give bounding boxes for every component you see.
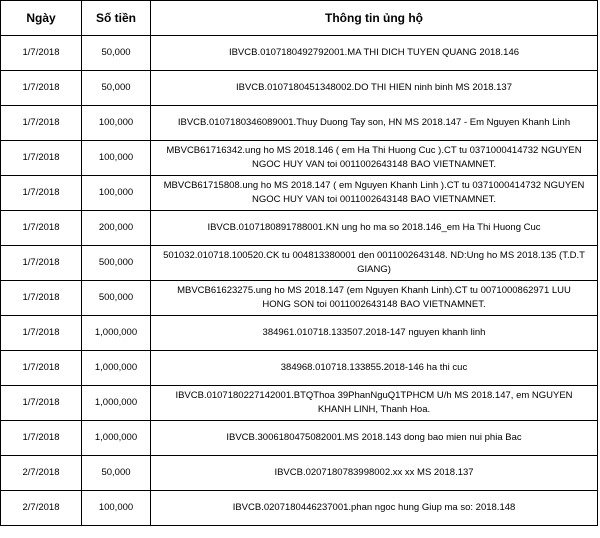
cell-amount: 1,000,000 bbox=[82, 386, 151, 421]
table-row bbox=[1, 36, 598, 71]
cell-amount: 1,000,000 bbox=[82, 351, 151, 386]
cell-amount: 50,000 bbox=[82, 456, 151, 491]
cell-info: MBVCB61715808.ung ho MS 2018.147 ( em Nguyen Khanh Linh ).CT tu 0371000414732 NGUYEN NGOC HUY VAN toi 0011002643148 BAO VIETNAMNET. bbox=[151, 176, 598, 211]
cell-date: 2/7/2018 bbox=[1, 456, 82, 491]
cell-date: 1/7/2018 bbox=[1, 36, 82, 71]
cell-date: 1/7/2018 bbox=[1, 386, 82, 421]
cell-amount: 100,000 bbox=[82, 106, 151, 141]
table-row bbox=[1, 106, 598, 141]
cell-info: IBVCB.0107180227142001.BTQThoa 39PhanNguQ1TPHCM U/h MS 2018.147, em NGUYEN KHANH LINH, Thanh Hoa. bbox=[151, 386, 598, 421]
cell-date: 2/7/2018 bbox=[1, 491, 82, 526]
cell-date: 1/7/2018 bbox=[1, 351, 82, 386]
column-header-info: Thông tin ủng hộ bbox=[151, 1, 598, 36]
cell-amount: 200,000 bbox=[82, 211, 151, 246]
cell-date: 1/7/2018 bbox=[1, 211, 82, 246]
table-row bbox=[1, 386, 598, 421]
cell-info: IBVCB.0107180891788001.KN ung ho ma so 2018.146_em Ha Thi Huong Cuc bbox=[151, 211, 598, 246]
header-row bbox=[1, 1, 598, 36]
cell-amount: 50,000 bbox=[82, 71, 151, 106]
cell-date: 1/7/2018 bbox=[1, 281, 82, 316]
cell-info: 384968.010718.133855.2018-146 ha thi cuc bbox=[151, 351, 598, 386]
cell-amount: 100,000 bbox=[82, 176, 151, 211]
cell-amount: 500,000 bbox=[82, 281, 151, 316]
cell-date: 1/7/2018 bbox=[1, 71, 82, 106]
table-row bbox=[1, 246, 598, 281]
cell-date: 1/7/2018 bbox=[1, 106, 82, 141]
table-header bbox=[1, 1, 598, 36]
table-row bbox=[1, 211, 598, 246]
cell-amount: 1,000,000 bbox=[82, 316, 151, 351]
cell-date: 1/7/2018 bbox=[1, 246, 82, 281]
table-row bbox=[1, 456, 598, 491]
cell-info: IBVCB.0107180492792001.MA THI DICH TUYEN QUANG 2018.146 bbox=[151, 36, 598, 71]
table-row bbox=[1, 316, 598, 351]
cell-info: IBVCB.0107180346089001.Thuy Duong Tay son, HN MS 2018.147 - Em Nguyen Khanh Linh bbox=[151, 106, 598, 141]
cell-date: 1/7/2018 bbox=[1, 316, 82, 351]
cell-amount: 100,000 bbox=[82, 491, 151, 526]
cell-amount: 100,000 bbox=[82, 141, 151, 176]
table-row bbox=[1, 491, 598, 526]
table-body bbox=[1, 36, 598, 526]
cell-date: 1/7/2018 bbox=[1, 176, 82, 211]
cell-info: 384961.010718.133507.2018-147 nguyen khanh linh bbox=[151, 316, 598, 351]
cell-amount: 500,000 bbox=[82, 246, 151, 281]
cell-info: IBVCB.0207180446237001.phan ngoc hung Giup ma so: 2018.148 bbox=[151, 491, 598, 526]
table-row bbox=[1, 281, 598, 316]
cell-info: MBVCB61623275.ung ho MS 2018.147 (em Nguyen Khanh Linh).CT tu 0071000862971 LUU HONG SON toi 0011002643148 BAO VIETNAMNET. bbox=[151, 281, 598, 316]
cell-info: MBVCB61716342.ung ho MS 2018.146 ( em Ha Thi Huong Cuc ).CT tu 0371000414732 NGUYEN NGOC HUY VAN toi 0011002643148 BAO VIETNAMNET. bbox=[151, 141, 598, 176]
table-row bbox=[1, 176, 598, 211]
table-row bbox=[1, 421, 598, 456]
cell-date: 1/7/2018 bbox=[1, 141, 82, 176]
table-row bbox=[1, 351, 598, 386]
cell-info: IBVCB.0207180783998002.xx xx MS 2018.137 bbox=[151, 456, 598, 491]
column-header-date: Ngày bbox=[1, 1, 82, 36]
cell-info: IBVCB.0107180451348002.DO THI HIEN ninh binh MS 2018.137 bbox=[151, 71, 598, 106]
table-row bbox=[1, 71, 598, 106]
cell-amount: 50,000 bbox=[82, 36, 151, 71]
cell-amount: 1,000,000 bbox=[82, 421, 151, 456]
cell-date: 1/7/2018 bbox=[1, 421, 82, 456]
cell-info: 501032.010718.100520.CK tu 004813380001 den 0011002643148. ND:Ung ho MS 2018.135 (T.D.T GIANG) bbox=[151, 246, 598, 281]
column-header-amount: Số tiền bbox=[82, 1, 151, 36]
table-row bbox=[1, 141, 598, 176]
cell-info: IBVCB.3006180475082001.MS 2018.143 dong bao mien nui phia Bac bbox=[151, 421, 598, 456]
